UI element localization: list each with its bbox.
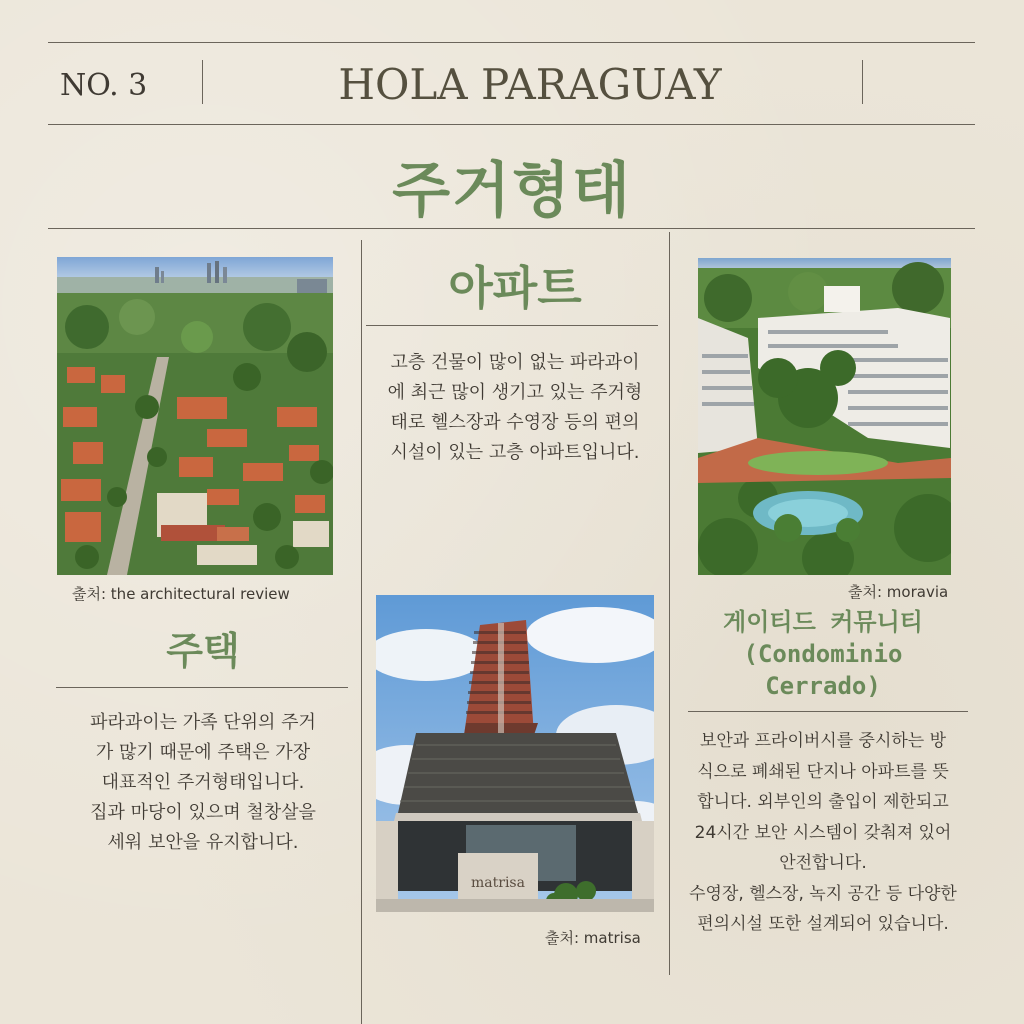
house-line: 세워 보안을 유지합니다. [107,832,299,853]
masthead-divider-right [862,60,863,104]
gated-line: 안전합니다. [779,853,867,873]
gated-line: 식으로 폐쇄된 단지나 아파트를 뜻 [697,761,949,782]
gated-heading-korean: 게이티드 커뮤니티 [723,608,923,636]
house-line: 대표적인 주거형태입니다. [101,772,305,793]
apartment-photo-credit: 출처: matrisa [545,929,641,947]
apartment-line: 시설이 있는 고층 아파트입니다. [390,442,640,463]
house-line: 가 많기 때문에 주택은 가장 [95,742,311,763]
house-description [48,708,358,858]
top-rule [48,42,975,43]
gated-line: 수영장, 헬스장, 녹지 공간 등 다양한 [689,883,957,904]
gated-line: 편의시설 또한 설계되어 있습니다. [697,914,949,934]
apartment-line: 태로 헬스장과 수영장 등의 편의 [390,412,640,433]
masthead-title: HOLA PARAGUAY [338,60,722,109]
house-heading: 주택 [166,629,240,673]
gated-line: 보안과 프라이버시를 중시하는 방 [699,731,947,751]
aerial-neighborhood-photo-icon [57,257,333,575]
issue-number: NO. 3 [60,68,148,103]
column-divider-left [361,240,362,1024]
gated-heading [672,606,974,702]
page-title: 주거형태 [392,156,632,226]
gated-photo-credit: 출처: moravia [848,583,949,601]
house-photo [57,257,333,575]
house-line: 집과 마당이 있으며 철창살을 [90,802,316,823]
gated-complex-photo-icon [698,258,951,575]
gated-heading-spanish-1: (Condominio [743,640,903,668]
house-heading-rule [56,687,348,688]
masthead-bottom-rule [48,124,975,125]
apartment-description [364,348,666,468]
gated-line: 합니다. 외부인의 출입이 제한되고 [697,792,949,812]
gated-line: 24시간 보안 시스템이 갖춰져 있어 [694,822,952,843]
section-top-rule [48,228,975,229]
gated-heading-spanish-2: Cerrado) [765,672,881,700]
apartment-line: 에 최근 많이 생기고 있는 주거형 [387,382,643,403]
apartment-heading-rule [366,325,658,326]
apartment-photo [376,595,654,912]
house-photo-credit: 출처: the architectural review [72,585,290,603]
gated-photo [698,258,951,575]
house-line: 파라과이는 가족 단위의 주거 [90,712,316,733]
apartment-line: 고층 건물이 많이 없는 파라과이 [390,352,640,373]
column-divider-right [669,232,670,975]
gated-description [672,726,974,940]
gated-heading-rule [688,711,968,712]
highrise-tower-photo-icon [376,595,654,912]
apartment-heading: 아파트 [448,261,582,315]
building-sign-text: matrisa [471,875,525,891]
